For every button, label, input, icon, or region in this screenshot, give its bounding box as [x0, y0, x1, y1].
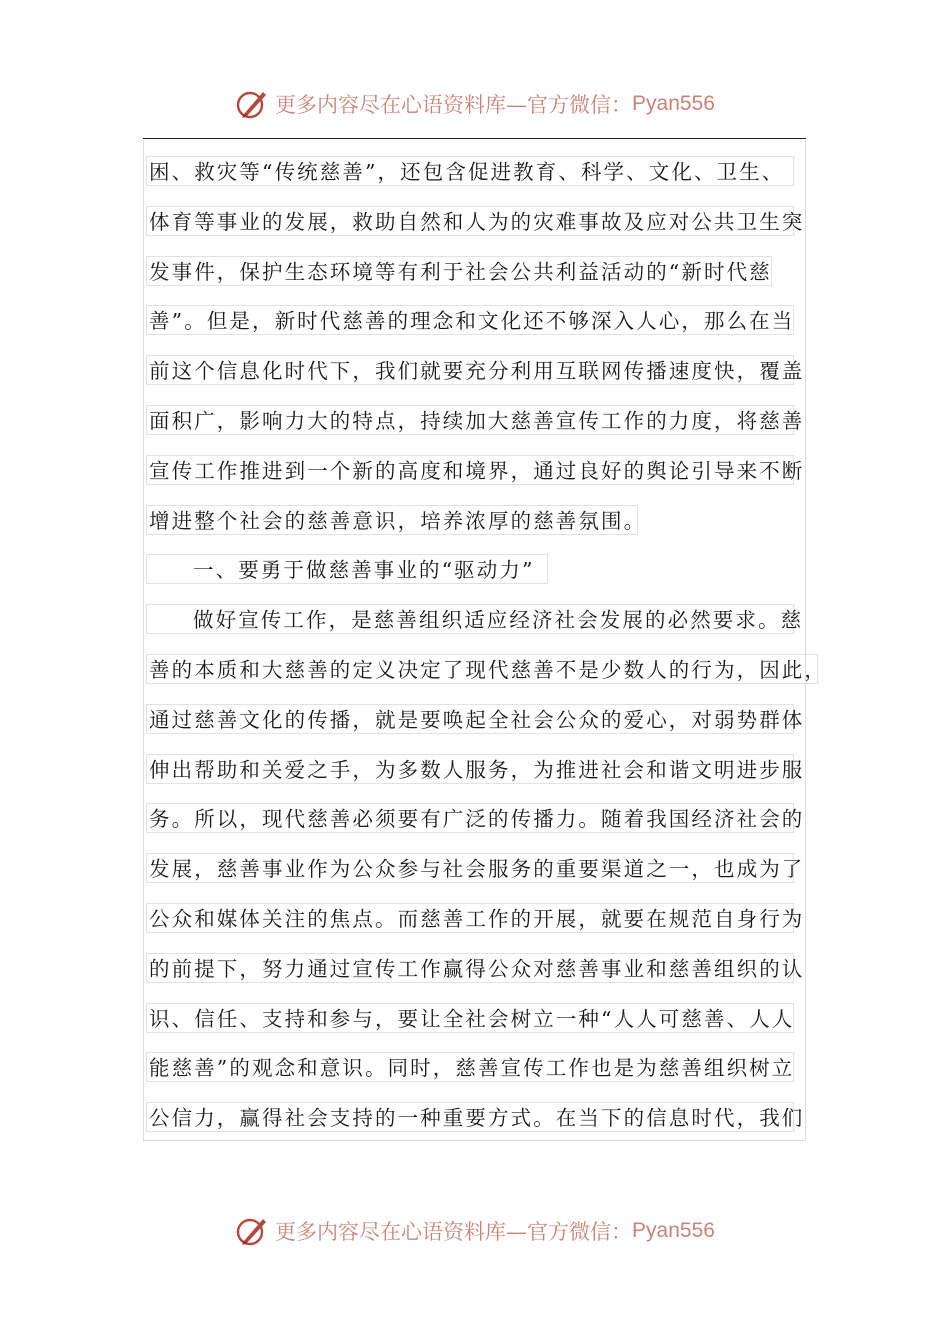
text-line-content: 公信力，赢得社会支持的一种重要方式。在当下的信息时代，我们	[146, 1102, 794, 1132]
text-line	[146, 198, 805, 248]
document-body	[146, 148, 827, 1144]
text-line-content: 务。所以，现代慈善必须要有广泛的传播力。随着我国经济社会的	[146, 803, 794, 833]
text-line	[146, 447, 805, 497]
text-line-content: 善的本质和大慈善的定义决定了现代慈善不是少数人的行为，因此，	[146, 654, 818, 684]
text-line	[146, 696, 805, 746]
header-banner	[0, 84, 950, 124]
text-line-content: 的前提下，努力通过宣传工作赢得公众对慈善事业和慈善组织的认	[146, 953, 794, 983]
text-line-content: 做好宣传工作，是慈善组织适应经济社会发展的必然要求。慈	[146, 604, 794, 634]
text-line-content: 体育等事业的发展，救助自然和人为的灾难事故及应对公共卫生突	[146, 206, 794, 236]
text-line	[146, 795, 805, 845]
text-line	[146, 646, 827, 696]
text-line-content: 发展，慈善事业作为公众参与社会服务的重要渠道之一，也成为了	[146, 853, 794, 883]
text-line	[146, 297, 796, 347]
text-line	[146, 945, 805, 995]
text-line	[146, 845, 805, 895]
text-line-content: 发事件，保护生态环境等有利于社会公共利益活动的“新时代慈	[146, 256, 772, 286]
pen-in-circle-icon	[235, 87, 269, 121]
text-line-content: 识、信任、支持和参与，要让全社会树立一种“人人可慈善、人人	[146, 1003, 794, 1033]
text-line-content: 伸出帮助和关爱之手，为多数人服务，为推进社会和谐文明进步服	[146, 754, 794, 784]
footer-banner	[0, 1211, 950, 1251]
banner-text: 更多内容尽在心语资料库—官方微信：	[275, 1220, 633, 1244]
section-heading-text: 一、要勇于做慈善事业的“驱动力”	[146, 554, 548, 584]
text-line	[146, 248, 796, 298]
text-line-content: 前这个信息化时代下，我们就要充分利用互联网传播速度快，覆盖	[146, 355, 794, 385]
banner-wechat-id: Pyan556	[632, 1219, 715, 1242]
text-line	[146, 497, 796, 547]
pen-in-circle-icon	[235, 1214, 269, 1248]
text-line-content: 公众和媒体关注的焦点。而慈善工作的开展，就要在规范自身行为	[146, 903, 794, 933]
text-line	[146, 347, 805, 397]
text-line	[146, 895, 805, 945]
text-line-content: 善”。但是，新时代慈善的理念和文化还不够深入人心，那么在当	[146, 305, 794, 335]
text-line-content: 通过慈善文化的传播，就是要唤起全社会公众的爱心，对弱势群体	[146, 704, 794, 734]
text-line	[146, 397, 805, 447]
text-line	[146, 1044, 796, 1094]
text-line-content: 面积广，影响力大的特点，持续加大慈善宣传工作的力度，将慈善	[146, 405, 794, 435]
text-line-content: 困、救灾等“传统慈善”，还包含促进教育、科学、文化、卫生、	[146, 156, 794, 186]
text-line	[146, 746, 805, 796]
section-heading	[146, 546, 796, 596]
text-line-content: 能慈善”的观念和意识。同时，慈善宣传工作也是为慈善组织树立	[146, 1052, 794, 1082]
text-line	[146, 1094, 805, 1144]
banner-wechat-id: Pyan556	[632, 92, 715, 115]
text-line	[146, 148, 796, 198]
text-line	[146, 596, 804, 646]
banner-text: 更多内容尽在心语资料库—官方微信：	[275, 93, 633, 117]
text-line-content: 宣传工作推进到一个新的高度和境界，通过良好的舆论引导来不断	[146, 455, 794, 485]
header-rule	[143, 138, 806, 139]
text-line	[146, 995, 796, 1045]
text-line-content: 增进整个社会的慈善意识，培养浓厚的慈善氛围。	[146, 505, 638, 535]
